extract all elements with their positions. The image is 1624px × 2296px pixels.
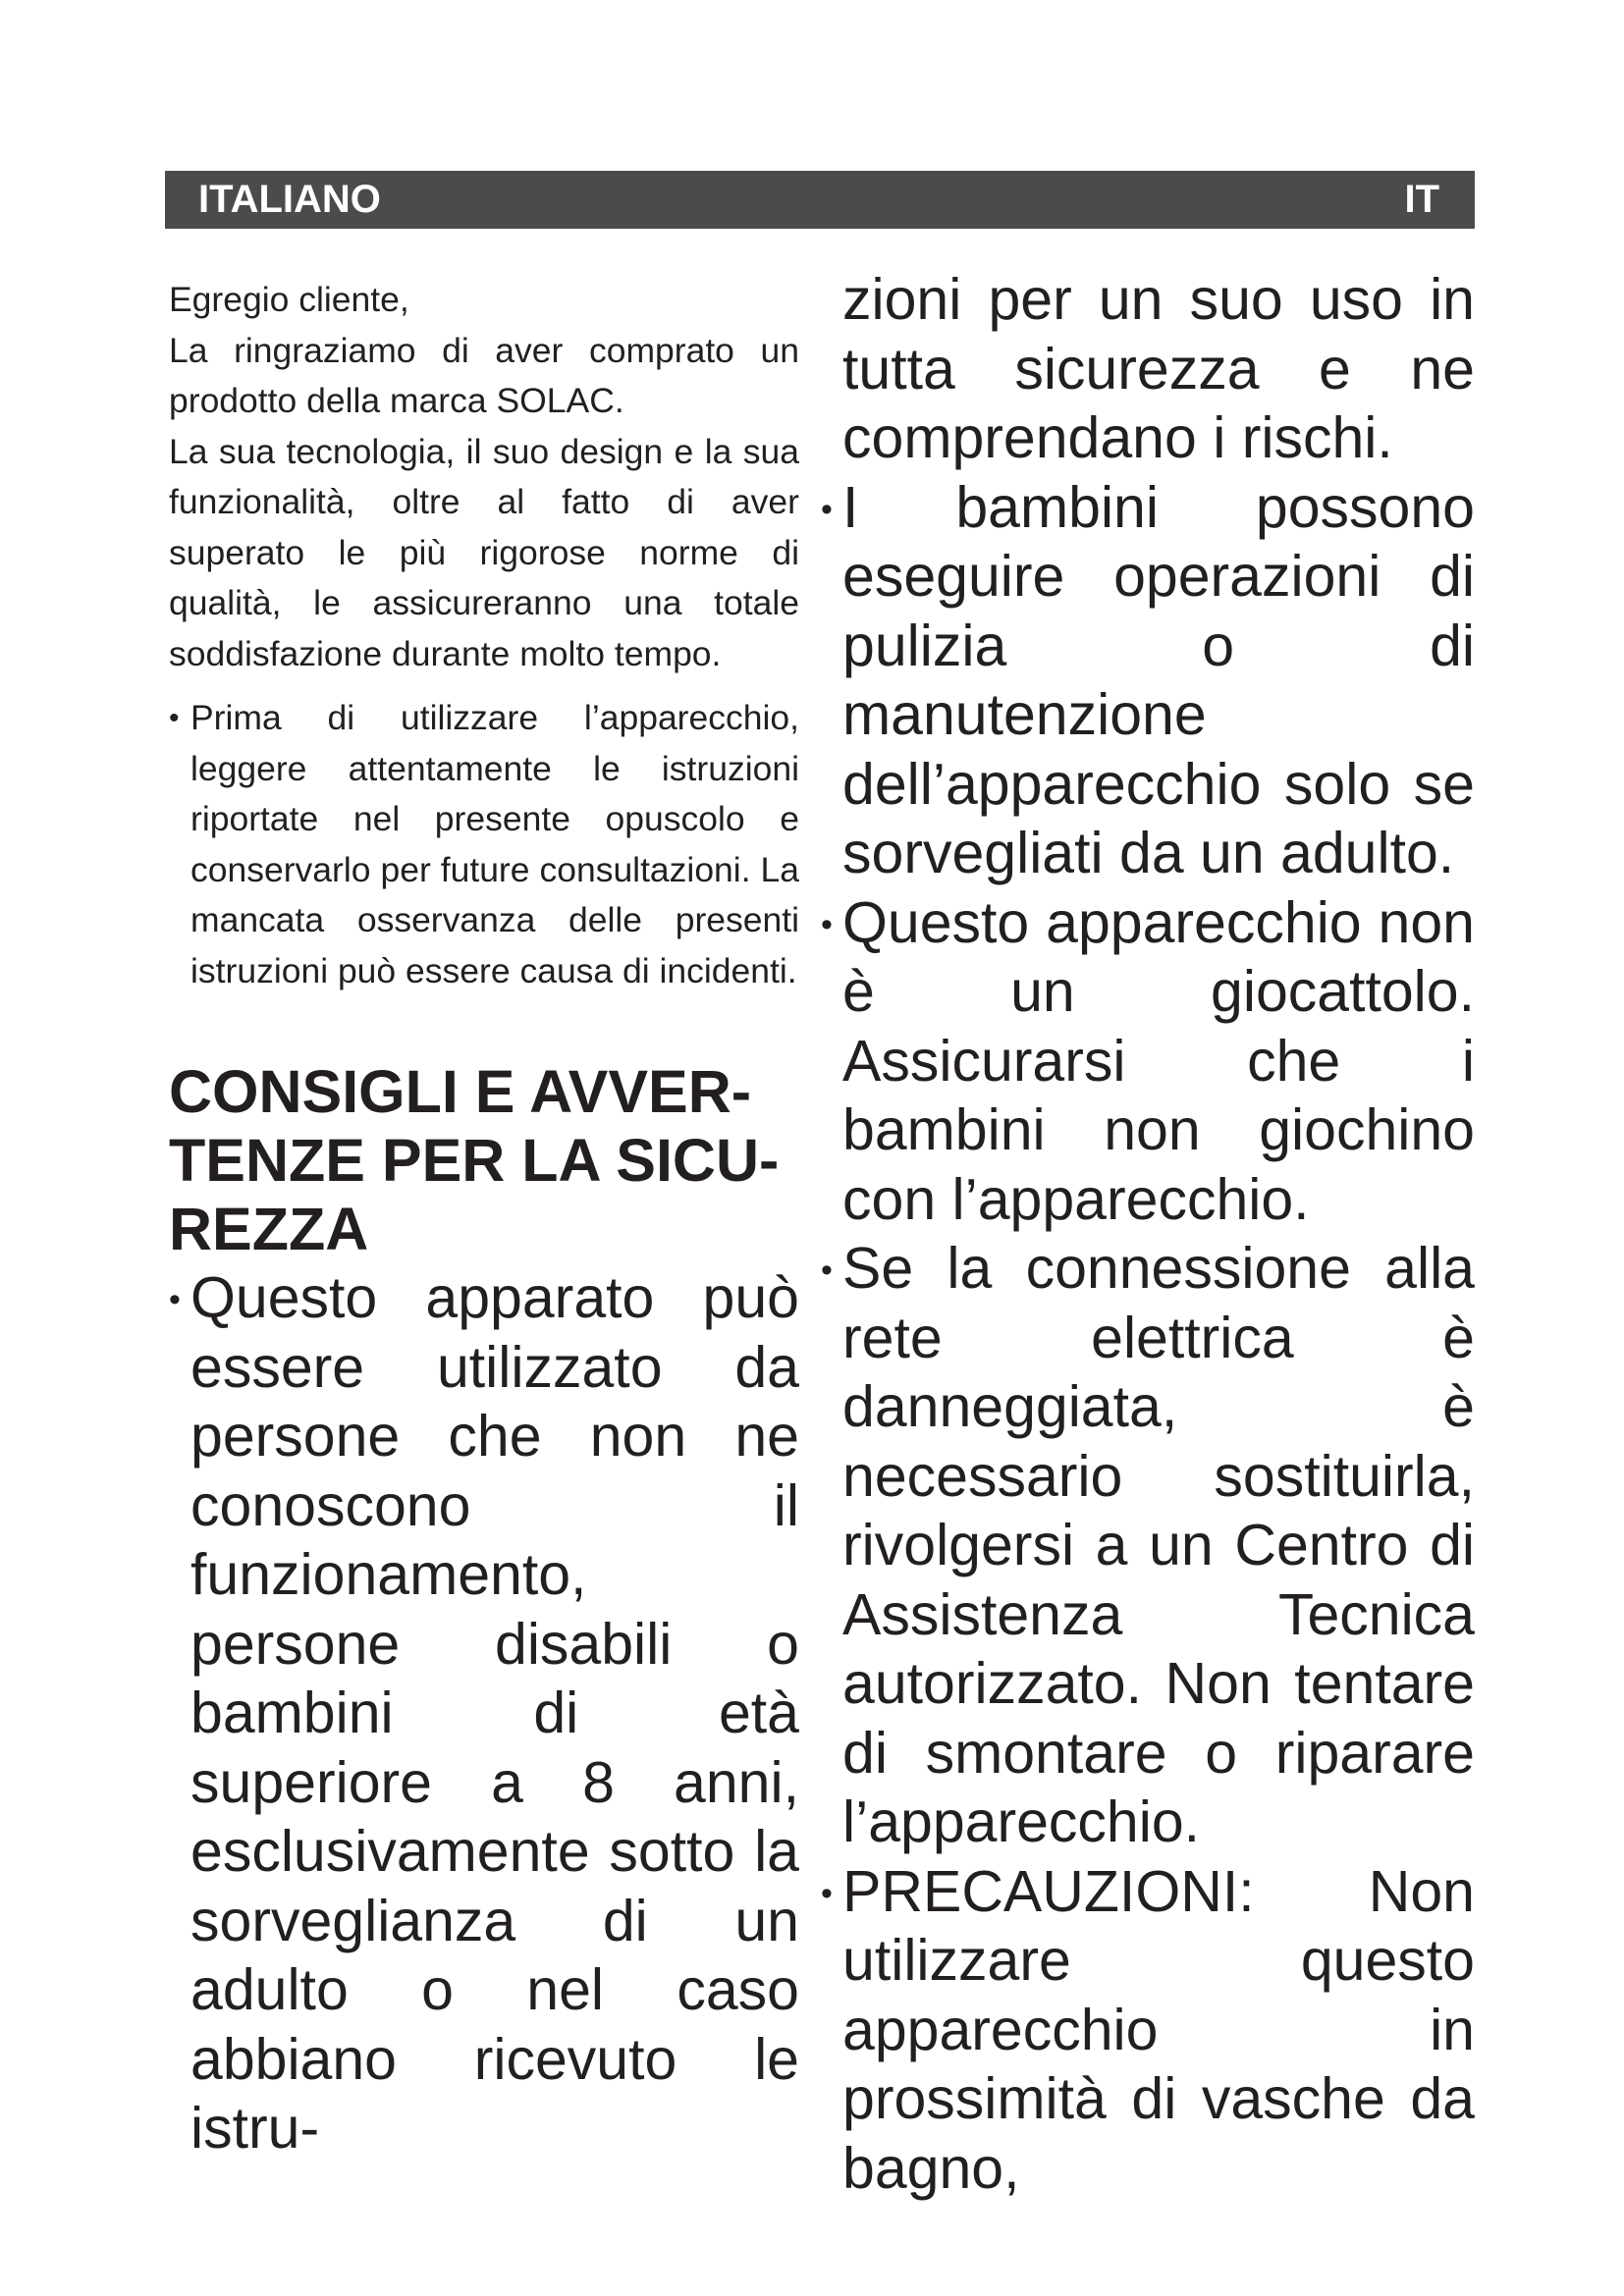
safety-bullet-5-text: PRECAUZIONI: Non utilizzare questo apparecchio in prossimità di vasche da bagno, <box>842 1858 1475 2201</box>
section-heading <box>169 1057 799 1263</box>
language-header-bar <box>165 171 1475 229</box>
section-heading-line-1: CONSIGLI E AVVER- <box>169 1058 752 1125</box>
language-label: ITALIANO <box>198 178 381 221</box>
safety-bullet-4 <box>821 1234 1475 1857</box>
section-heading-line-2: TENZE PER LA SICU- <box>169 1127 780 1194</box>
section-heading-line-3: REZZA <box>169 1196 369 1262</box>
safety-bullet-3 <box>821 888 1475 1235</box>
bullet-dot-icon: • <box>169 702 180 734</box>
right-column <box>821 265 1475 2203</box>
left-column <box>169 275 799 2163</box>
bullet-dot-icon: • <box>821 1874 833 1912</box>
safety-bullet-3-text: Questo apparecchio non è un giocattolo. Assicurarsi che i bambini non giochino con l’apparecchio. <box>842 889 1475 1232</box>
intro-bullet-text: Prima di utilizzare l’apparecchio, leggere attentamente le istruzioni riportate nel presente opuscolo e conservarlo per future consultazioni. La mancata osservanza delle presenti istruzioni può essere causa di incidenti. <box>190 698 799 990</box>
bullet-dot-icon: • <box>821 905 833 943</box>
safety-bullet-4-text: Se la connessione alla rete elettrica è danneggiata, è necessario sostituirla, rivolgersi a un Centro di Assistenza Tecnica autorizzato. Non tentare di smontare o riparare l’apparecchio. <box>842 1236 1475 1854</box>
bullet-dot-icon: • <box>169 1281 181 1318</box>
intro-bullet <box>169 693 799 996</box>
intro-paragraph-2: La sua tecnologia, il suo design e la sua funzionalità, oltre al fatto di aver superato le più rigorose norme di qualità, le assicureranno una totale soddisfazione durante molto tempo. <box>169 431 799 673</box>
bullet-dot-icon: • <box>821 490 833 528</box>
safety-bullet-5 <box>821 1857 1475 2204</box>
safety-bullet-2 <box>821 473 1475 888</box>
intro-paragraph-1: La ringraziamo di aver comprato un prodotto della marca SOLAC. <box>169 330 799 420</box>
greeting: Egregio cliente, <box>169 280 409 319</box>
language-code: IT <box>1404 178 1439 221</box>
safety-bullet-1-text-part-2: zioni per un suo uso in tutta sicurezza e ne comprendano i rischi. <box>842 267 1475 470</box>
safety-bullet-1-text-part-1: Questo apparato può essere utilizzato da persone che non ne conoscono il funzionamento, persone disabili o bambini di età superiore a 8 anni, esclusivamente sotto la sorveglianza di un adulto o nel caso abbiano ricevuto le istru- <box>190 1265 799 2161</box>
safety-bullet-2-text: I bambini possono eseguire operazioni di pulizia o di manutenzione dell’apparecchio solo se sorvegliati da un adulto. <box>842 474 1475 885</box>
bullet-dot-icon: • <box>821 1252 833 1289</box>
safety-bullet-1 <box>169 1263 799 2163</box>
